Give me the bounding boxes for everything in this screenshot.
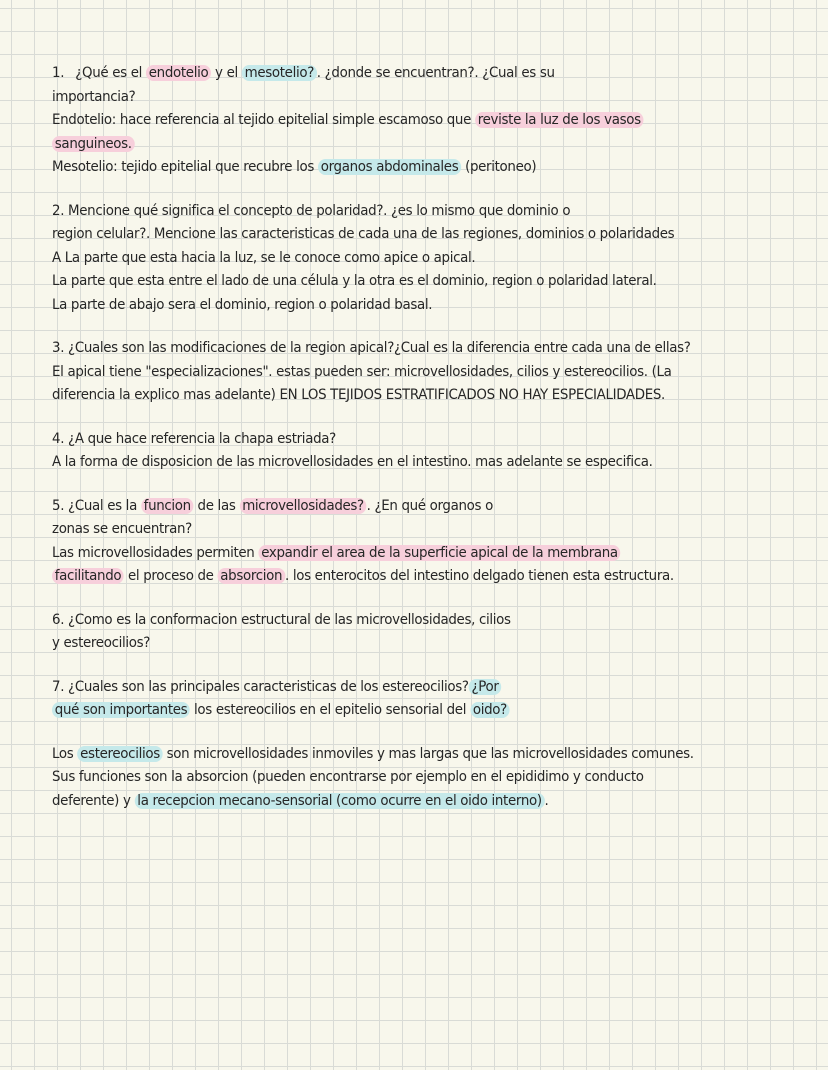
question-5-line-2: zonas se encuentran? <box>52 521 192 537</box>
text: de las <box>193 497 240 514</box>
text: son microvellosidades inmoviles y mas largas que las microvellosidades comunes. <box>162 745 694 762</box>
question-2-line-2: region celular?. Mencione las caracteristicas de cada una de las regiones, dominios o polaridades <box>52 226 675 242</box>
question-2-block <box>52 200 782 318</box>
text: los estereocilios en el epitelio sensorial del <box>190 702 471 718</box>
text: . <box>544 792 549 809</box>
answer-2-apical: A La parte que esta hacia la luz, se le conoce como apice o apical. <box>52 249 476 266</box>
text: ¿Qué es el <box>75 65 146 81</box>
question-2-line-1: 2. Mencione qué significa el concepto de polaridad?. ¿es lo mismo que dominio o <box>52 202 571 219</box>
answer-7-line-3 <box>52 790 731 814</box>
highlight-microvellosidades: microvellosidades? <box>239 498 366 514</box>
text: . ¿donde se encuentran?. ¿Cual es su <box>316 65 555 81</box>
highlight-facilitando: facilitando <box>52 568 124 584</box>
highlight-absorcion: absorcion <box>218 568 285 584</box>
answer-3-line-2: diferencia la explico mas adelante) EN LOS TEJIDOS ESTRATIFICADOS NO HAY ESPECIALIDADES. <box>52 387 665 403</box>
question-4-block <box>52 428 782 475</box>
question-4-line: 4. ¿A que hace referencia la chapa estriada? <box>52 430 336 447</box>
text: . los enterocitos del intestino delgado tienen esta estructura. <box>284 568 674 584</box>
text: y el <box>211 65 242 81</box>
text: 7. ¿Cuales son las principales caracteristicas de los estereocilios? <box>52 678 469 695</box>
question-5-line <box>52 495 731 519</box>
question-1-block <box>52 62 782 180</box>
notes-page <box>52 62 782 833</box>
question-5-block <box>52 495 782 589</box>
text: Endotelio: hace referencia al tejido epitelial simple escamoso que <box>52 112 475 128</box>
question-number: 1. <box>52 65 65 81</box>
answer-1-endotelio-cont <box>52 133 731 157</box>
highlight-por: ¿Por <box>469 679 502 695</box>
question-6-line-1: 6. ¿Como es la conformacion estructural de las microvellosidades, cilios <box>52 611 511 628</box>
text: . ¿En qué organos o <box>366 497 493 514</box>
question-6-line-2: y estereocilios? <box>52 635 151 651</box>
question-1-line-2: importancia? <box>52 88 136 105</box>
answer-5-line-2 <box>52 565 731 589</box>
answer-2-basal: La parte de abajo sera el dominio, region o polaridad basal. <box>52 296 433 313</box>
text: el proceso de <box>124 568 218 584</box>
text: Los <box>52 745 78 762</box>
answer-4-line: A la forma de disposicion de las microvellosidades en el intestino. mas adelante se especifica. <box>52 454 653 470</box>
text: Mesotelio: tejido epitelial que recubre los <box>52 159 318 175</box>
text: (peritoneo) <box>461 159 537 175</box>
highlight-recepcion: la recepcion mecano-sensorial (como ocurre en el oido interno) <box>135 793 545 809</box>
highlight-estereocilios: estereocilios <box>77 746 162 762</box>
answer-2-lateral: La parte que esta entre el lado de una célula y la otra es el dominio, region o polaridad lateral. <box>52 273 657 289</box>
highlight-reviste: reviste la luz de los vasos <box>475 112 644 128</box>
highlight-oido: oido? <box>470 702 510 718</box>
question-3-line: 3. ¿Cuales son las modificaciones de la region apical?¿Cual es la diferencia entre cada una de ellas? <box>52 340 691 356</box>
highlight-endotelio: endotelio <box>146 65 211 81</box>
highlight-mesotelio: mesotelio? <box>242 65 317 81</box>
answer-3-line-1: El apical tiene "especializaciones". estas pueden ser: microvellosidades, cilios y estereocilios. (La <box>52 363 672 380</box>
highlight-expandir: expandir el area de la superficie apical de la membrana <box>258 545 620 561</box>
highlight-que-son-importantes: qué son importantes <box>52 702 190 718</box>
question-7-line-1 <box>52 676 731 700</box>
question-6-block <box>52 609 782 656</box>
text: Las microvellosidades permiten <box>52 544 259 561</box>
answer-5-line-1 <box>52 542 731 566</box>
answer-7-block <box>52 743 782 814</box>
question-1-line <box>52 62 731 86</box>
question-7-line-2 <box>52 699 731 723</box>
text: deferente) y <box>52 792 135 809</box>
answer-1-mesotelio <box>52 156 731 180</box>
answer-1-endotelio <box>52 109 731 133</box>
highlight-organos-abdominales: organos abdominales <box>318 159 461 175</box>
question-7-block <box>52 676 782 723</box>
answer-7-line-1 <box>52 743 731 767</box>
highlight-sanguineos: sanguineos. <box>52 136 134 152</box>
question-3-block <box>52 337 782 408</box>
answer-7-line-2: Sus funciones son la absorcion (pueden encontrarse por ejemplo en el epididimo y conducto <box>52 769 644 785</box>
highlight-funcion: funcion <box>141 498 194 514</box>
text: 5. ¿Cual es la <box>52 497 141 514</box>
